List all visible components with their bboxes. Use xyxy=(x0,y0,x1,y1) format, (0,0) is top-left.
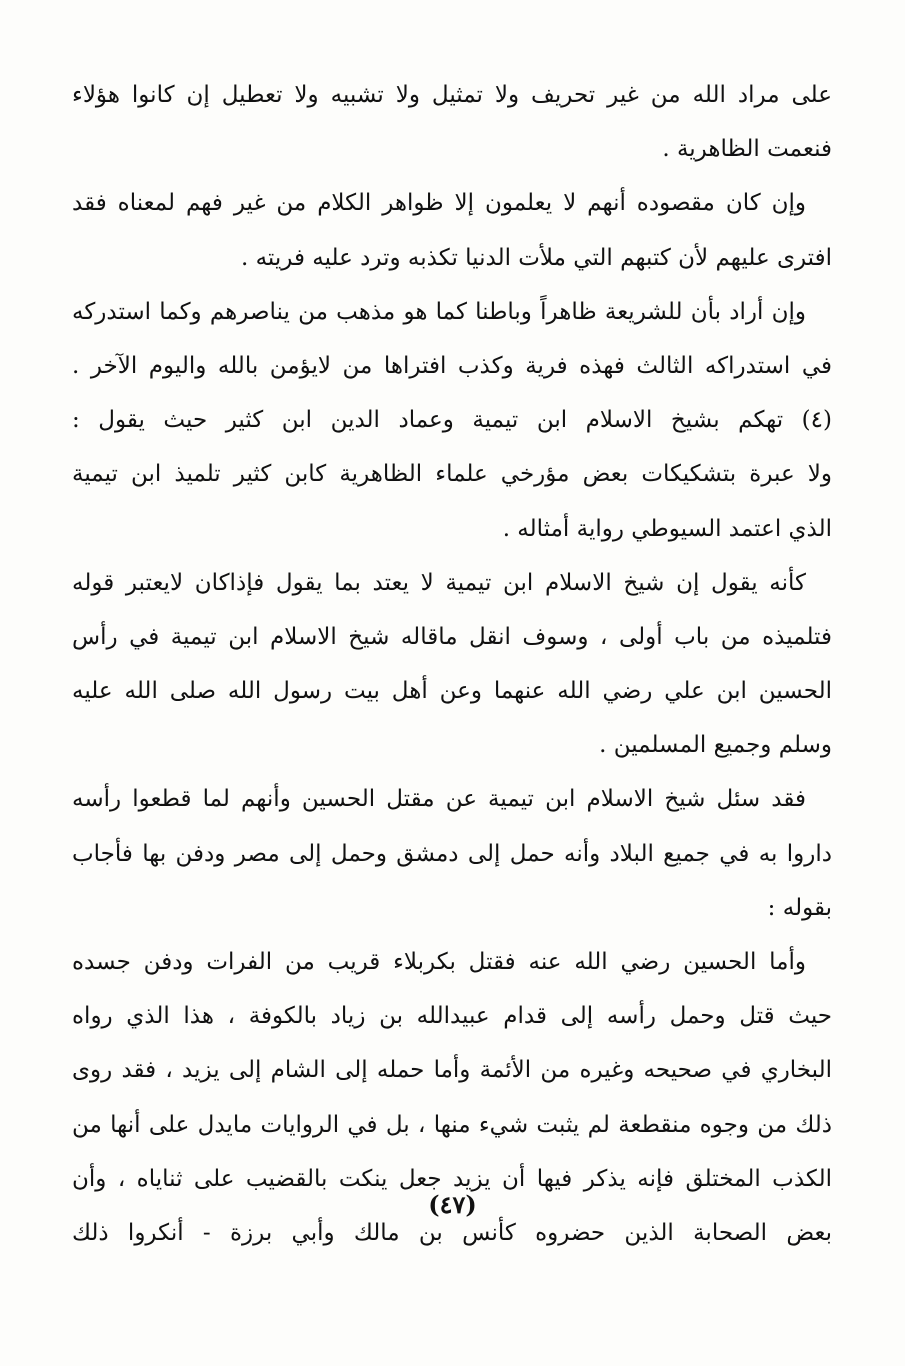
text-line: ذلك من وجوه منقطعة لم يثبت شيء منها ، بل في الروايات مايدل على أنها من xyxy=(72,1111,832,1138)
text-line: الحسين ابن علي رضي الله عنهما وعن أهل بيت رسول الله صلى الله عليه xyxy=(72,678,832,705)
text-line: حيث قتل وحمل رأسه إلى قدام عبيدالله بن زياد بالكوفة ، هذا الذي رواه xyxy=(72,1003,832,1030)
text-line: داروا به في جميع البلاد وأنه حمل إلى دمشق وحمل إلى مصر ودفن بها فأجاب xyxy=(72,840,832,867)
text-line: وإن أراد بأن للشريعة ظاهراً وباطنا كما هو مذهب من يناصرهم وكما استدركه xyxy=(72,298,806,325)
text-line: الذي اعتمد السيوطي رواية أمثاله . xyxy=(502,515,832,542)
text-line: بعض الصحابة الذين حضروه كأنس بن مالك وأبي برزة - أنكروا ذلك xyxy=(72,1219,832,1246)
text-line: افترى عليهم لأن كتبهم التي ملأت الدنيا تكذبه وترد عليه فريته . xyxy=(240,244,832,271)
text-line: وإن كان مقصوده أنهم لا يعلمون إلا ظواهر الكلام من غير فهم لمعناه فقد xyxy=(72,190,806,217)
text-line: على مراد الله من غير تحريف ولا تمثيل ولا تشبيه ولا تعطيل إن كانوا هؤلاء xyxy=(72,82,832,108)
text-line: وأما الحسين رضي الله عنه فقتل بكربلاء قريب من الفرات ودفن جسده xyxy=(72,949,806,975)
text-line: الكذب المختلق فإنه يذكر فيها أن يزيد جعل ينكت بالقضيب على ثناياه ، وأن xyxy=(72,1165,832,1192)
page-body-text xyxy=(72,68,832,1260)
text-line: البخاري في صحيحه وغيره من الأئمة وأما حمله إلى الشام إلى يزيد ، فقد روى xyxy=(72,1057,832,1084)
text-line: بقوله : xyxy=(767,894,832,921)
text-line: فنعمت الظاهرية . xyxy=(662,136,832,163)
text-line: فقد سئل شيخ الاسلام ابن تيمية عن مقتل الحسين وأنهم لما قطعوا رأسه xyxy=(72,786,806,813)
text-line: وسلم وجميع المسلمين . xyxy=(599,732,832,759)
section-heading-line: (٤) تهكم بشيخ الاسلام ابن تيمية وعماد الدين ابن كثير حيث يقول : xyxy=(72,407,832,434)
text-line: ولا عبرة بتشكيكات بعض مؤرخي علماء الظاهرية كابن كثير تلميذ ابن تيمية xyxy=(72,461,832,488)
text-line: كأنه يقول إن شيخ الاسلام ابن تيمية لا يعتد بما يقول فإذاكان لايعتبر قوله xyxy=(72,569,806,596)
text-line: في استدراكه الثالث فهذه فرية وكذب افتراها من لايؤمن بالله واليوم الآخر . xyxy=(72,352,832,379)
text-line: فتلميذه من باب أولى ، وسوف انقل ماقاله شيخ الاسلام ابن تيمية في رأس xyxy=(72,623,832,650)
page-number: (٤٧) xyxy=(428,1190,477,1219)
